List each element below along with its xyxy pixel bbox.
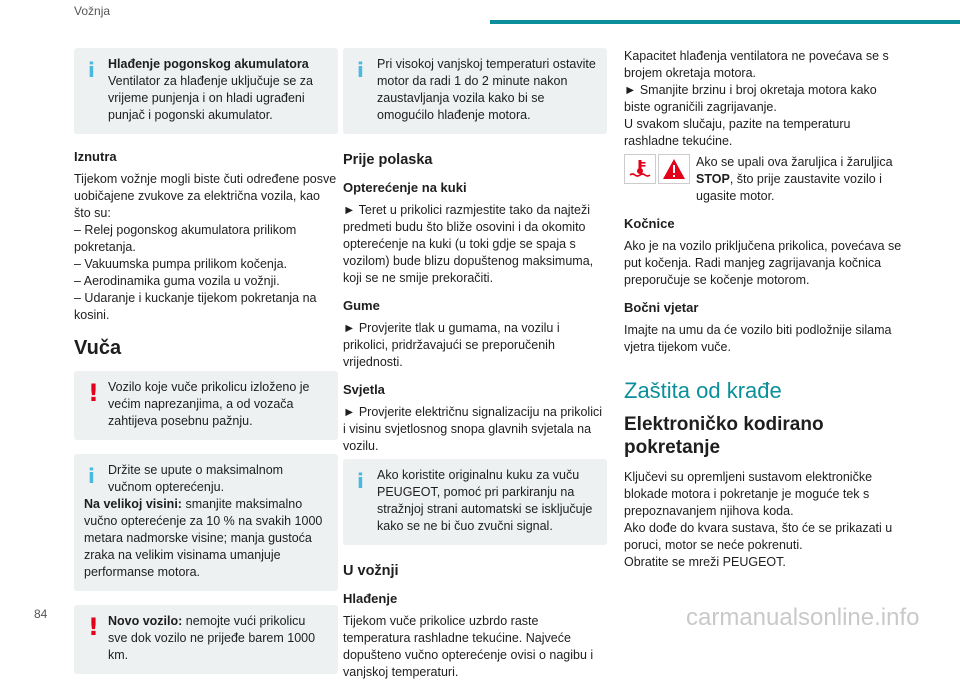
heading-immobiliser: Elektroničko kodirano pokretanje bbox=[624, 414, 824, 458]
info-note-max-load bbox=[74, 454, 338, 591]
heading-lights: Svjetla bbox=[343, 382, 385, 397]
info-icon: i bbox=[88, 464, 95, 488]
paragraph-brakes: Ako je na vozilo priključena prikolica, povećava se put kočenja. Radi manjeg zagrijavanja kočnica preporučuje se kočenje motorom. bbox=[624, 239, 902, 287]
info-note-battery-cooling bbox=[74, 48, 338, 134]
note-text: Ako koristite originalnu kuku za vuču PEUGEOT, pomoć pri parkiranju na stražnjoj strani automatski se isključuje kako se ne bi čuo zvučni signal. bbox=[377, 468, 593, 533]
column-2 bbox=[343, 48, 607, 685]
heading-inside: Iznutra bbox=[74, 149, 117, 164]
heading-before-departure: Prije polaska bbox=[343, 152, 433, 168]
chapter-title: Vožnja bbox=[74, 4, 111, 18]
heading-brakes: Kočnice bbox=[624, 216, 675, 231]
watermark: carmanualsonline.info bbox=[686, 604, 920, 631]
note-bold: Novo vozilo: bbox=[108, 614, 183, 628]
note-rest: smanjite maksimalno vučno opterećenje za 10 % na svakih 1000 metara nadmorske visine; manja gustoća zraka na velikim visinama umanjuje performanse motora. bbox=[84, 497, 323, 579]
note-text: Vozilo koje vuče prikolicu izloženo je većim naprezanjima, a od vozača zahtijeva posebnu pažnju. bbox=[108, 380, 310, 428]
paragraph-hitch-load: ► Teret u prikolici razmjestite tako da najteži predmeti budu što bliže osovini i da okomito opterećenje na kuki (u toki gdje se spaja s vozilom) bude blizu dopuštenog maksimuma, koji se ne smije prekoračiti. bbox=[343, 203, 594, 285]
heading-while-driving: U vožnji bbox=[343, 563, 399, 579]
note-text: Ventilator za hlađenje uključuje se za vrijeme punjenja i on hladi ugrađeni punjač i pogonski akumulator. bbox=[108, 74, 313, 122]
info-icon: i bbox=[88, 58, 95, 82]
info-note-towbar bbox=[343, 459, 607, 545]
paragraph-cooling: Tijekom vuče prikolice uzbrdo raste temperatura rashladne tekućine. Najveće dopušteno vučno opterećenje ovisi o nagibu i vanjskoj temperaturi. bbox=[343, 614, 594, 679]
warning-note-towing bbox=[74, 371, 338, 440]
note-text: Pri visokoj vanjskoj temperaturi ostavite motor da radi 1 do 2 minute nakon zaustavljanja vozila kako bi se omogućilo hlađenje motora. bbox=[377, 57, 596, 122]
info-note-engine-cooling bbox=[343, 48, 607, 134]
paragraph-inside: Tijekom vožnje mogli biste čuti određene posve uobičajene zvukove za električna vozila, kao što su: – Relej pogonskog akumulatora prilikom pokretanja. – Vakuumska pumpa prilikom kočenja. – Aerodinamika guma vozila u vožnji. – Udaranje i kuckanje tijekom pokretanja na kosini. bbox=[74, 172, 337, 322]
coolant-temperature-icon bbox=[624, 154, 656, 184]
warning-lamp-row bbox=[624, 154, 904, 205]
heading-tyres: Gume bbox=[343, 298, 380, 313]
info-icon: i bbox=[357, 469, 364, 493]
page-number: 84 bbox=[34, 607, 48, 621]
heading-theft-protection: Zaštita od krađe bbox=[624, 378, 782, 403]
heading-hitch-load: Opterećenje na kuki bbox=[343, 180, 467, 195]
warning-triangle-icon bbox=[658, 154, 690, 184]
header-accent-bar bbox=[490, 20, 960, 24]
paragraph-tyres: ► Provjerite tlak u gumama, na vozilu i prikolici, pridržavajući se preporučenih vrijednosti. bbox=[343, 321, 560, 369]
note-bold: Na velikoj visini: bbox=[84, 497, 182, 511]
warning-exclamation-icon: ! bbox=[88, 379, 99, 407]
note-title: Hlađenje pogonskog akumulatora bbox=[108, 57, 309, 71]
paragraph-side-wind: Imajte na umu da će vozilo biti podložnije silama vjetra tijekom vuče. bbox=[624, 323, 892, 354]
note-text: Držite se upute o maksimalnom vučnom opterećenju. bbox=[108, 463, 284, 494]
column-3 bbox=[624, 48, 904, 575]
warning-exclamation-icon: ! bbox=[88, 613, 99, 641]
paragraph-fan-capacity: Kapacitet hlađenja ventilatora ne povećava se s brojem okretaja motora. ► Smanjite brzinu i broj okretaja motora kako biste ograničili zagrijavanje. U svakom slučaju, pazite na temperaturu rashladne tekućine. bbox=[624, 49, 889, 148]
warning-text-2: , što prije zaustavite vozilo i ugasite motor. bbox=[696, 172, 882, 203]
paragraph-immobiliser: Ključevi su opremljeni sustavom elektroničke blokade motora i pokretanje je moguće tek s prepoznavanjem njihova koda. Ako dođe do kvara sustava, što će se prikazati u poruci, motor se neće pokrenuti. Obratite se mreži PEUGEOT. bbox=[624, 470, 893, 569]
column-1 bbox=[74, 48, 338, 688]
warning-stop: STOP bbox=[696, 172, 730, 186]
heading-cooling: Hlađenje bbox=[343, 591, 398, 606]
paragraph-lights: ► Provjerite električnu signalizaciju na prikolici i visinu svjetlosnog snopa glavnih svjetala na vozilu. bbox=[343, 405, 603, 453]
info-icon: i bbox=[357, 58, 364, 82]
heading-towing: Vuča bbox=[74, 337, 122, 359]
heading-side-wind: Bočni vjetar bbox=[624, 300, 699, 315]
warning-text-1: Ako se upali ova žaruljica i žaruljica bbox=[696, 155, 893, 169]
note-text: nemojte vući prikolicu sve dok vozilo ne prijeđe barem 1000 km. bbox=[108, 614, 316, 662]
